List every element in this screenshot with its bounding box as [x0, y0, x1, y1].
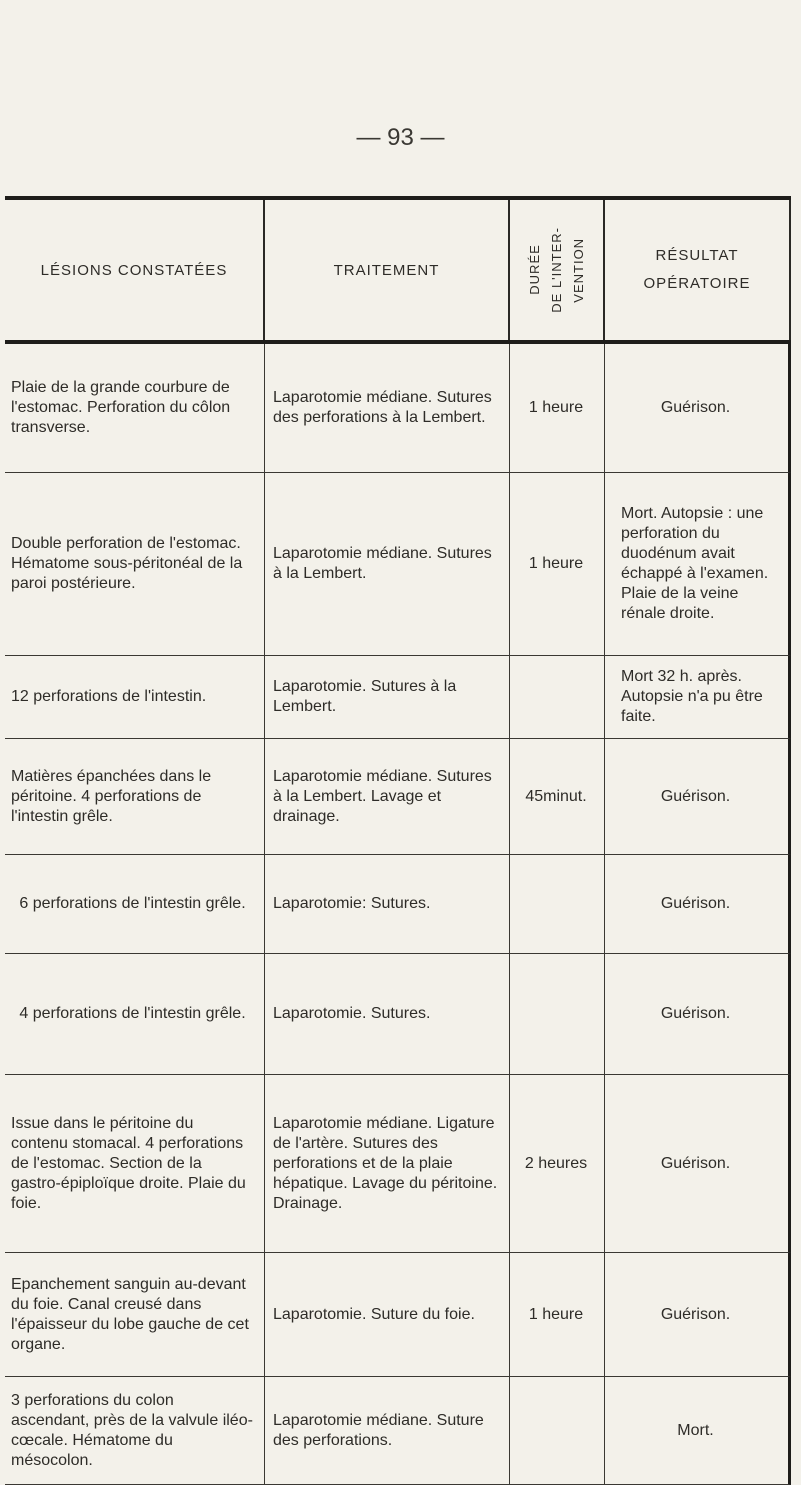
table-row: [5, 855, 791, 954]
cell-resultat: Guérison.: [605, 855, 791, 954]
cell-duree: [510, 656, 605, 739]
cell-traitement: Laparotomie médiane. Suture des perforations.: [265, 1377, 510, 1485]
header-duree: [510, 200, 605, 340]
header-duree-line2: DE L'INTER-: [548, 227, 564, 313]
table-row: [5, 1075, 791, 1253]
table-row: [5, 1253, 791, 1377]
cell-duree: [510, 1377, 605, 1485]
cell-traitement: Laparotomie. Sutures à la Lembert.: [265, 656, 510, 739]
header-lesions: LÉSIONS CONSTATÉES: [5, 200, 265, 340]
cell-lesions: 12 perforations de l'intestin.: [5, 656, 265, 739]
cell-duree: 1 heure: [510, 344, 605, 473]
header-resultat-line1: RÉSULTAT: [655, 247, 739, 264]
cell-lesions: Issue dans le péritoine du contenu stomacal. 4 perforations de l'estomac. Section de la gastro-épiploïque droite. Plaie du foie.: [5, 1075, 265, 1253]
table-row: [5, 344, 791, 473]
cell-duree: 1 heure: [510, 1253, 605, 1377]
cell-traitement: Laparotomie médiane. Sutures des perforations à la Lembert.: [265, 344, 510, 473]
cell-duree: [510, 855, 605, 954]
cell-lesions: Matières épanchées dans le péritoine. 4 perforations de l'intestin grêle.: [5, 739, 265, 855]
cell-duree: [510, 954, 605, 1075]
cell-lesions: 6 perforations de l'intestin grêle.: [5, 855, 265, 954]
header-traitement: TRAITEMENT: [265, 200, 510, 340]
cell-resultat: Mort. Autopsie : une perforation du duodénum avait échappé à l'examen. Plaie de la veine rénale droite.: [605, 473, 791, 656]
cell-duree: 45minut.: [510, 739, 605, 855]
table-row: [5, 656, 791, 739]
cell-lesions: Double perforation de l'estomac. Hématome sous-péritonéal de la paroi postérieure.: [5, 473, 265, 656]
table-row: [5, 954, 791, 1075]
cell-traitement: Laparotomie médiane. Sutures à la Lembert. Lavage et drainage.: [265, 739, 510, 855]
table-header: [5, 200, 791, 344]
header-duree-line3: VENTION: [570, 237, 586, 303]
table-row: [5, 1377, 791, 1485]
cell-resultat: Guérison.: [605, 739, 791, 855]
cell-traitement: Laparotomie médiane. Ligature de l'artère. Sutures des perforations et de la plaie hépatique. Lavage du péritoine. Drainage.: [265, 1075, 510, 1253]
table-row: [5, 473, 791, 656]
table-row: [5, 739, 791, 855]
cell-resultat: Mort 32 h. après. Autopsie n'a pu être faite.: [605, 656, 791, 739]
cell-traitement: Laparotomie. Suture du foie.: [265, 1253, 510, 1377]
cell-resultat: Guérison.: [605, 1253, 791, 1377]
cell-lesions: Plaie de la grande courbure de l'estomac. Perforation du côlon transverse.: [5, 344, 265, 473]
header-duree-text: [524, 227, 590, 313]
cell-resultat: Mort.: [605, 1377, 791, 1485]
header-resultat-line2: OPÉRATOIRE: [643, 275, 751, 292]
header-duree-line1: DURÉE: [526, 244, 542, 296]
cell-traitement: Laparotomie: Sutures.: [265, 855, 510, 954]
cell-resultat: Guérison.: [605, 954, 791, 1075]
cell-duree: 1 heure: [510, 473, 605, 656]
page-number: — 93 —: [356, 124, 445, 151]
cell-lesions: Epanchement sanguin au-devant du foie. Canal creusé dans l'épaisseur du lobe gauche de cet organe.: [5, 1253, 265, 1377]
results-table: [5, 196, 791, 1485]
cell-lesions: 4 perforations de l'intestin grêle.: [5, 954, 265, 1075]
cell-traitement: Laparotomie médiane. Sutures à la Lembert.: [265, 473, 510, 656]
header-resultat: [605, 200, 791, 340]
cell-traitement: Laparotomie. Sutures.: [265, 954, 510, 1075]
cell-resultat: Guérison.: [605, 344, 791, 473]
cell-duree: 2 heures: [510, 1075, 605, 1253]
cell-resultat: Guérison.: [605, 1075, 791, 1253]
cell-lesions: 3 perforations du colon ascendant, près de la valvule iléo-cœcale. Hématome du mésocolon.: [5, 1377, 265, 1485]
